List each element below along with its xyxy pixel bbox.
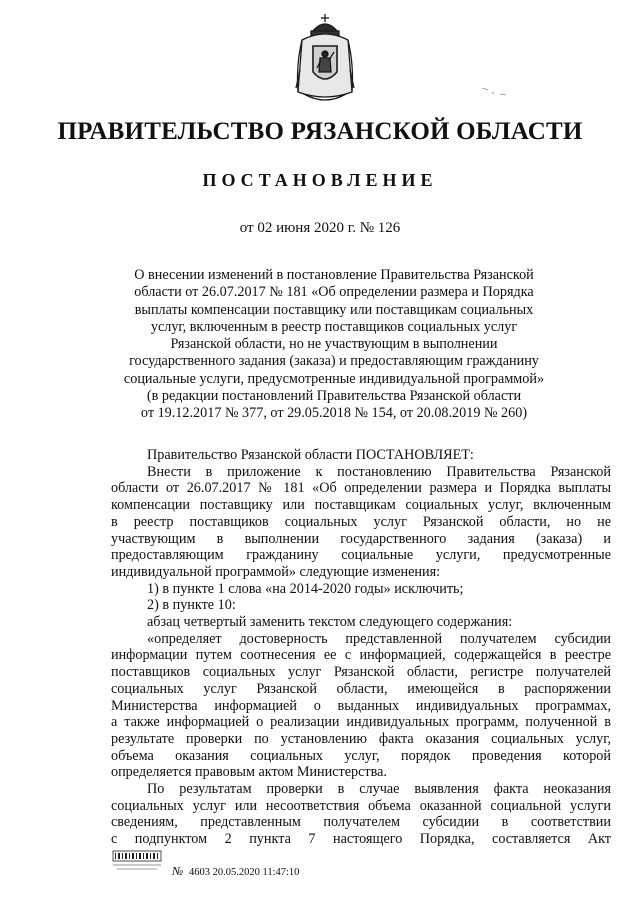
document-type: ПОСТАНОВЛЕНИЕ xyxy=(202,170,438,190)
body-line: предоставляющим гражданину социальные услуги, предусмотренные xyxy=(111,547,611,564)
body-line: Министерства информацией о выданных индивидуальных программах, xyxy=(111,697,611,714)
heading-line: области от 26.07.2017 № 181 «Об определении размера и Порядка xyxy=(134,284,534,301)
body-line: области от 26.07.2017 № 181 «Об определении размера и Порядка выплаты xyxy=(111,480,611,497)
body-line: определяется правовым актом Министерства. xyxy=(111,764,387,781)
heading-line: (в редакции постановлений Правительства Рязанской области xyxy=(146,388,522,405)
body-line: компенсации поставщику или поставщикам социальных услуг, включенным xyxy=(111,497,611,514)
document-date-number: от 02 июня 2020 г. № 126 xyxy=(239,220,401,236)
heading-line: Рязанской области, но не участвующим в выполнении xyxy=(170,336,498,353)
body-line: социальных услуг Рязанской области, имеющейся в распоряжении xyxy=(111,680,611,697)
registration-number xyxy=(172,864,299,879)
heading-line: от 19.12.2017 № 377, от 29.05.2018 № 154, от 20.08.2019 № 260) xyxy=(140,405,528,422)
heading-line: выплаты компенсации поставщику или поставщикам социальных xyxy=(134,301,534,318)
body-line: 2) в пункте 10: xyxy=(147,597,236,614)
body-line: в реестр поставщиков социальных услуг Рязанской области, но не xyxy=(111,513,611,530)
registration-sign: № xyxy=(172,864,184,878)
body-line: объема оказания социальных услуг, порядок проведения которой xyxy=(111,747,611,764)
resolution-heading xyxy=(110,267,558,423)
heading-line: О внесении изменений в постановление Правительства Рязанской xyxy=(134,267,534,283)
body-line: участвующим в выполнении государственного задания (заказа) и xyxy=(111,530,611,547)
heading-line: услуг, включенным в реестр поставщиков социальных услуг xyxy=(150,318,518,335)
body-line: результате проверки по установлению факта оказания социальных услуг, xyxy=(111,730,611,747)
body-line: сведениям, представленным получателем субсидии в соответствии xyxy=(111,814,611,831)
scan-artifact-icon xyxy=(480,82,510,102)
body-line: а также информацией о реализации индивидуальных программ, полученной в xyxy=(111,714,611,731)
registration-value: 4603 20.05.2020 11:47:10 xyxy=(188,867,300,878)
body-line: информации путем соотнесения ее с информацией, содержащейся в реестре xyxy=(111,647,611,664)
body-line: поставщиков социальных услуг Рязанской области, регистре получателей xyxy=(111,664,611,681)
body-line: с подпунктом 2 пункта 7 настоящего Порядка, составляется Акт xyxy=(111,831,611,848)
resolution-body xyxy=(111,447,611,848)
body-line: Правительство Рязанской области ПОСТАНОВЛЯЕТ: xyxy=(147,447,474,463)
heading-line: государственного задания (заказа) и предоставляющим гражданину xyxy=(129,353,539,370)
body-line: По результатам проверки в случае выявления факта неоказания xyxy=(147,781,611,798)
body-line: Внести в приложение к постановлению Правительства Рязанской xyxy=(147,463,611,480)
body-line: 1) в пункте 1 слова «на 2014-2020 годы» исключить; xyxy=(147,580,464,597)
body-line: «определяет достоверность представленной получателем субсидии xyxy=(147,630,611,647)
body-line: индивидуальной программой» следующие изменения: xyxy=(111,563,441,580)
government-title: ПРАВИТЕЛЬСТВО РЯЗАНСКОЙ ОБЛАСТИ xyxy=(57,118,583,145)
body-line: социальных услуг или несоответствия объема оказанной социальной услуги xyxy=(111,797,611,814)
coat-of-arms-icon xyxy=(290,10,360,110)
heading-line: социальные услуги, предусмотренные индивидуальной программой» xyxy=(123,370,545,387)
body-line: абзац четвертый заменить текстом следующего содержания: xyxy=(147,614,513,631)
barcode-stamp-icon xyxy=(112,848,162,872)
